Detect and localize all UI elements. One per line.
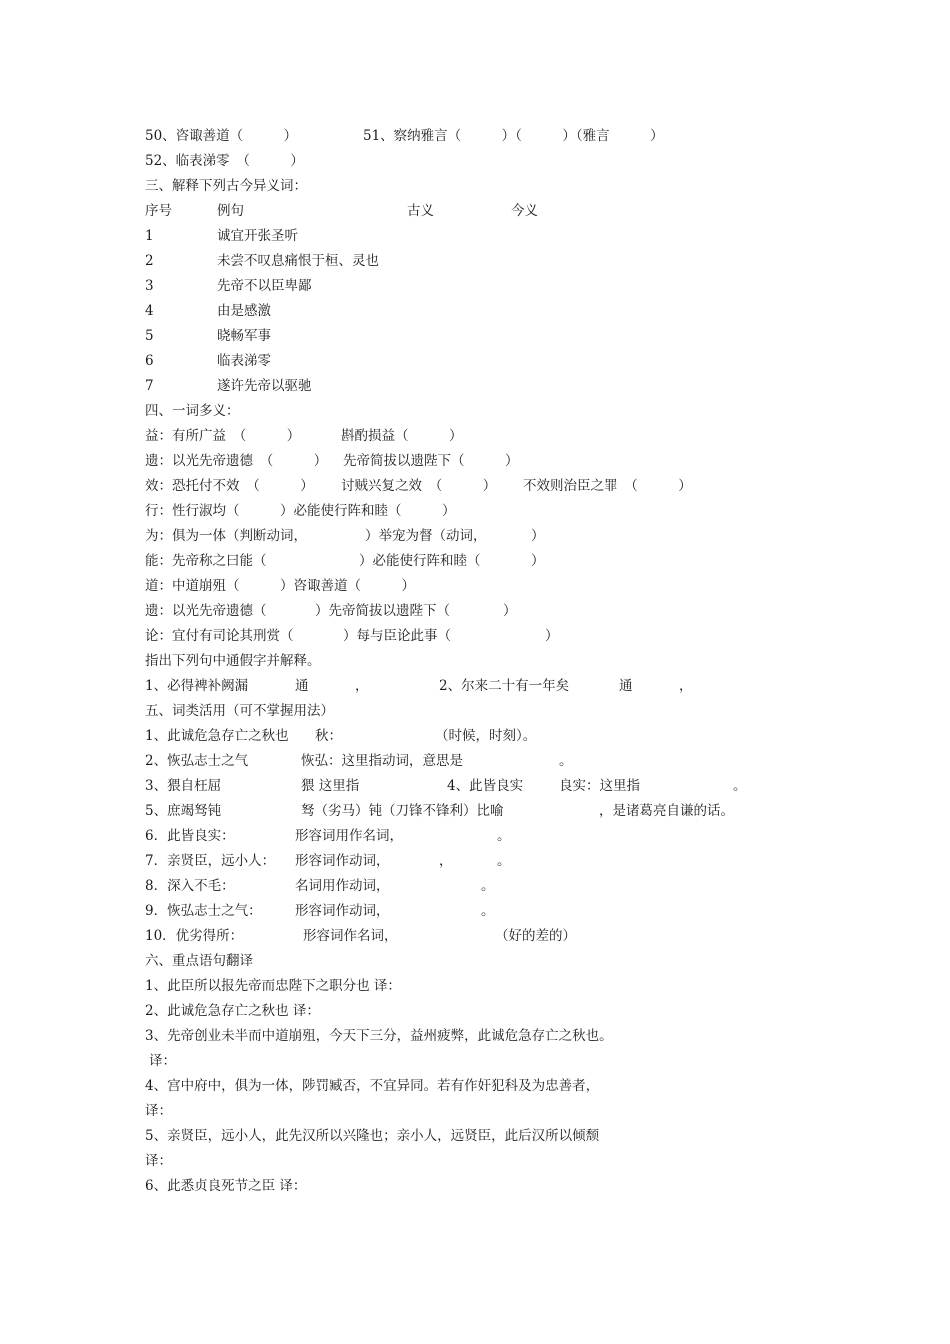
polysemy-item: 先帝简拔以遗陛下（ ） [343, 453, 519, 469]
tongjia-title: 指出下列句中通假字并解释。 [145, 653, 321, 669]
pos-item: 名词用作动词， [295, 878, 390, 894]
translation-item: 5、亲贤臣，远小人，此先汉所以兴隆也；亲小人，远贤臣，此后汉所以倾颓 [145, 1128, 600, 1144]
polysemy-item: ） [531, 528, 545, 544]
row-example: 遂许先帝以驱驰 [217, 378, 312, 394]
row-number: 6 [145, 353, 154, 369]
translation-answer-label: 译： [149, 1053, 176, 1069]
polysemy-item: ）先帝简拔以遗陛下（ [315, 603, 450, 619]
pos-item: （时候，时刻）。 [435, 728, 537, 744]
pos-item: 5、庶竭驽钝 [145, 803, 222, 819]
pos-item: 8．深入不毛： [145, 878, 235, 894]
row-number: 5 [145, 328, 154, 344]
question-50: 50、咨诹善道（ ） [145, 128, 298, 144]
polysemy-item: 效：恐托付不效 （ ） [145, 478, 314, 494]
pos-item: 6．此皆良实： [145, 828, 235, 844]
tongjia-comma: ， [679, 678, 693, 694]
header-ancient-meaning: 古义 [407, 203, 434, 219]
polysemy-item: 遗：以光先帝遗德 （ ） [145, 453, 328, 469]
row-example: 临表涕零 [217, 353, 271, 369]
polysemy-item: 讨贼兴复之效 （ ） [341, 478, 497, 494]
tongjia-comma: ， [355, 678, 369, 694]
section-3-title: 三、解释下列古今异义词： [145, 178, 307, 194]
header-example: 例句 [217, 203, 244, 219]
tongjia-tong: 通 [619, 678, 633, 694]
pos-item: ， [439, 853, 453, 869]
pos-item: 驽（劣马）钝（刀锋不锋利）比喻 [301, 803, 504, 819]
row-number: 2 [145, 253, 154, 269]
pos-item: 10．优劣得所： [145, 928, 244, 944]
polysemy-item: ）每与臣论此事（ [343, 628, 451, 644]
question-51: 51、察纳雅言（ ）（ ）（雅言 ） [363, 128, 664, 144]
row-number: 4 [145, 303, 154, 319]
translation-item: 3、先帝创业未半而中道崩殂，今天下三分，益州疲弊，此诚危急存亡之秋也。 [145, 1028, 613, 1044]
translation-item: 4、宫中府中，俱为一体，陟罚臧否，不宜异同。若有作奸犯科及为忠善者， [145, 1078, 600, 1094]
tongjia-item: 2、尔来二十有一年矣 [439, 678, 570, 694]
polysemy-line: 行：性行淑均（ ）必能使行阵和睦（ ） [145, 503, 456, 519]
polysemy-item: ）必能使行阵和睦（ [359, 553, 481, 569]
polysemy-line: 道：中道崩殂（ ）咨诹善道（ ） [145, 578, 415, 594]
pos-item: 形容词作名词， [303, 928, 398, 944]
polysemy-item: ） [503, 603, 517, 619]
polysemy-item: 为：俱为一体（判断动词， [145, 528, 307, 544]
pos-item: 恢弘：这里指动词，意思是 [301, 753, 463, 769]
row-number: 1 [145, 228, 154, 244]
polysemy-item: ）举宠为督（动词， [365, 528, 487, 544]
pos-item: 形容词作动词， [295, 903, 390, 919]
translation-item: 1、此臣所以报先帝而忠陛下之职分也 译： [145, 978, 401, 994]
row-example: 由是感激 [217, 303, 271, 319]
polysemy-item: ） [545, 628, 559, 644]
pos-item: 。 [481, 878, 495, 894]
translation-answer-label: 译： [145, 1103, 172, 1119]
polysemy-item: 斟酌损益（ ） [341, 428, 463, 444]
polysemy-item: 遗：以光先帝遗德（ [145, 603, 267, 619]
row-example: 先帝不以臣卑鄙 [217, 278, 312, 294]
pos-item: 。 [559, 753, 573, 769]
polysemy-item: 能：先帝称之曰能（ [145, 553, 267, 569]
pos-item: 。 [497, 828, 511, 844]
tongjia-tong: 通 [295, 678, 309, 694]
pos-item: 。 [497, 853, 511, 869]
section-4-title: 四、一词多义： [145, 403, 240, 419]
polysemy-item: 论：宜付有司论其刑赏（ [145, 628, 294, 644]
pos-item: 1、此诚危急存亡之秋也 [145, 728, 289, 744]
header-number: 序号 [145, 203, 172, 219]
polysemy-item: ） [531, 553, 545, 569]
row-number: 7 [145, 378, 154, 394]
row-example: 诚宜开张圣听 [217, 228, 298, 244]
translation-item: 2、此诚危急存亡之秋也 译： [145, 1003, 320, 1019]
header-modern-meaning: 今义 [511, 203, 538, 219]
question-52: 52、临表涕零 （ ） [145, 153, 304, 169]
pos-item: 9．恢弘志士之气： [145, 903, 262, 919]
pos-item: （好的差的） [495, 928, 576, 944]
polysemy-item: 不效则治臣之罪 （ ） [523, 478, 692, 494]
pos-item: 秋： [315, 728, 342, 744]
pos-item: 良实：这里指 [559, 778, 640, 794]
row-number: 3 [145, 278, 154, 294]
pos-item: 7．亲贤臣，远小人： [145, 853, 276, 869]
pos-item: 猥 这里指 [301, 778, 360, 794]
pos-item: 。 [733, 778, 747, 794]
translation-answer-label: 译： [145, 1153, 172, 1169]
pos-item: 形容词用作名词， [295, 828, 403, 844]
translation-item: 6、此悉贞良死节之臣 译： [145, 1178, 307, 1194]
section-6-title: 六、重点语句翻译 [145, 953, 253, 969]
pos-item: 3、猥自枉屈 [145, 778, 222, 794]
polysemy-item: 益：有所广益 （ ） [145, 428, 301, 444]
row-example: 未尝不叹息痛恨于桓、灵也 [217, 253, 379, 269]
pos-item: 4、此皆良实 [447, 778, 524, 794]
pos-item: 2、恢弘志士之气 [145, 753, 249, 769]
row-example: 晓畅军事 [217, 328, 271, 344]
pos-item: 形容词作动词， [295, 853, 390, 869]
section-5-title: 五、词类活用（可不掌握用法） [145, 703, 334, 719]
tongjia-item: 1、必得裨补阙漏 [145, 678, 249, 694]
pos-item: ，是诸葛亮自谦的话。 [599, 803, 734, 819]
pos-item: 。 [481, 903, 495, 919]
